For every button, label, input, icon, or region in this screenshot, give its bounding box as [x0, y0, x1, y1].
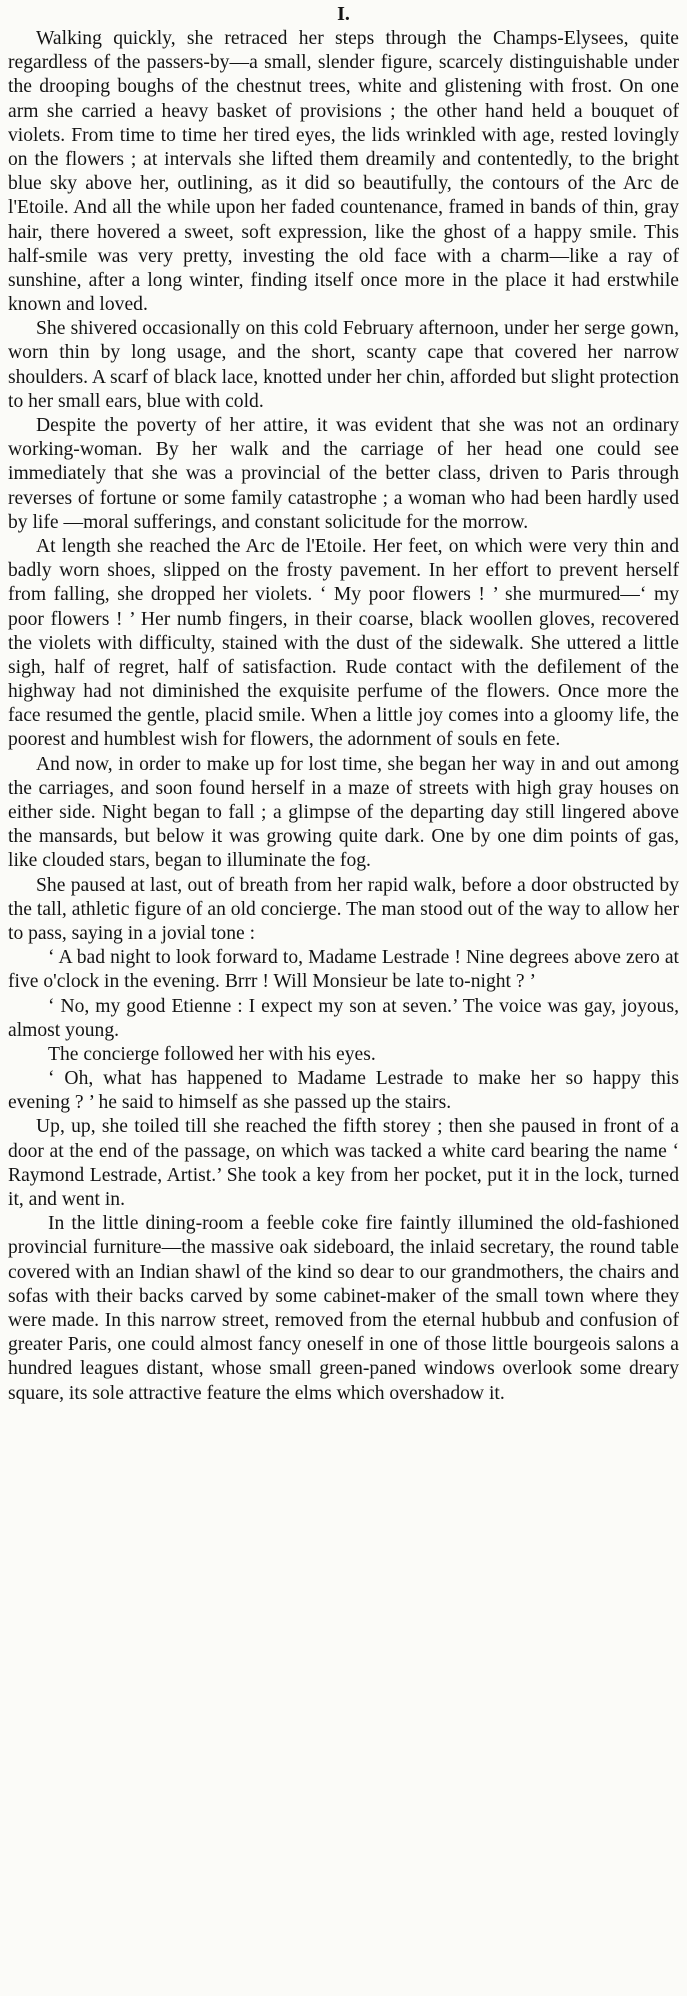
paragraph-1: Walking quickly, she retraced her steps through the Champs-Elysees, quite regardless of the passers-by—a small, slender figure, scarcely distinguishable under the drooping boughs of the chestnut trees, white and glistening with frost. On one arm she carried a heavy basket of provisions ; the other hand held a bouquet of violets. From time to time her tired eyes, the lids wrinkled with age, rested lovingly on the flowers ; at intervals she lifted them dreamily and contentedly, to the bright blue sky above her, outlining, as it did so beautifully, the contours of the Arc de l'Etoile. And all the while upon her faded countenance, framed in bands of thin, gray hair, there hovered a sweet, soft expression, like the ghost of a happy smile. This half-smile was very pretty, investing the old face with a charm—like a ray of sunshine, after a long winter, finding itself once more in the place it had erstwhile known and loved.	[8, 28, 679, 316]
chapter-heading: I.	[337, 3, 350, 25]
body-text	[8, 27, 679, 1406]
paragraph-12: In the little dining-room a feeble coke fire faintly illumined the old-fashioned provincial furniture—the massive oak sideboard, the inlaid secretary, the round table covered with an Indian shawl of the kind so dear to our grandmothers, the chairs and sofas with their backs carved by some cabinet-maker of the small town where they were made. In this narrow street, removed from the eternal hubbub and confusion of greater Paris, one could almost fancy oneself in one of those little bourgeois salons a hundred leagues distant, whose small green-paned windows overlook some dreary square, its sole attractive feature the elms which overshadow it.	[8, 1213, 679, 1404]
paragraph-3: Despite the poverty of her attire, it was evident that she was not an ordinary working-woman. By her walk and the carriage of her head one could see immediately that she was a provincial of the better class, driven to Paris through reverses of fortune or some family catastrophe ; a woman who had been hardly used by life —moral sufferings, and constant solicitude for the morrow.	[8, 415, 679, 533]
paragraph-8: ‘ No, my good Etienne : I expect my son at seven.’ The voice was gay, joyous, almost young.	[8, 995, 679, 1041]
paragraph-10: ‘ Oh, what has happened to Madame Lestrade to make her so happy this evening ? ’ he said to himself as she passed up the stairs.	[8, 1068, 679, 1114]
paragraph-2: She shivered occasionally on this cold February afternoon, under her serge gown, worn thin by long usage, and the short, scanty cape that covered her narrow shoulders. A scarf of black lace, knotted under her chin, afforded but slight protection to her small ears, blue with cold.	[8, 318, 679, 412]
paragraph-5: And now, in order to make up for lost time, she began her way in and out among the carriages, and soon found herself in a maze of streets with high gray houses on either side. Night began to fall ; a glimpse of the departing day still lingered above the mansards, but below it was growing quite dark. One by one dim points of gas, like clouded stars, began to illuminate the fog.	[8, 753, 679, 872]
paragraph-4: At length she reached the Arc de l'Etoile. Her feet, on which were very thin and badly worn shoes, slipped on the frosty pavement. In her effort to prevent herself from falling, she dropped her violets. ‘ My poor flowers ! ’ she murmured—‘ my poor flowers ! ’ Her numb fingers, in their coarse, black woollen gloves, recovered the violets with difficulty, stained with the dust of the sidewalk. She uttered a little sigh, half of regret, half of satisfaction. Rude contact with the defilement of the highway had not diminished the exquisite perfume of the flowers. Once more the face resumed the gentle, placid smile. When a little joy comes into a gloomy life, the poorest and humblest wish for flowers, the adornment of souls en fete.	[8, 535, 679, 751]
paragraph-11: Up, up, she toiled till she reached the fifth storey ; then she paused in front of a door at the end of the passage, on which was tacked a white card bearing the name ‘ Raymond Lestrade, Artist.’ She took a key from her pocket, put it in the lock, turned it, and went in.	[8, 1116, 679, 1210]
paragraph-7: ‘ A bad night to look forward to, Madame Lestrade ! Nine degrees above zero at five o'clock in the evening. Brrr ! Will Monsieur be late to-night ? ’	[8, 947, 679, 993]
paragraph-9: The concierge followed her with his eyes.	[48, 1043, 376, 1065]
paragraph-6: She paused at last, out of breath from her rapid walk, before a door obstructed by the tall, athletic figure of an old concierge. The man stood out of the way to allow her to pass, saying in a jovial tone :	[8, 874, 679, 944]
